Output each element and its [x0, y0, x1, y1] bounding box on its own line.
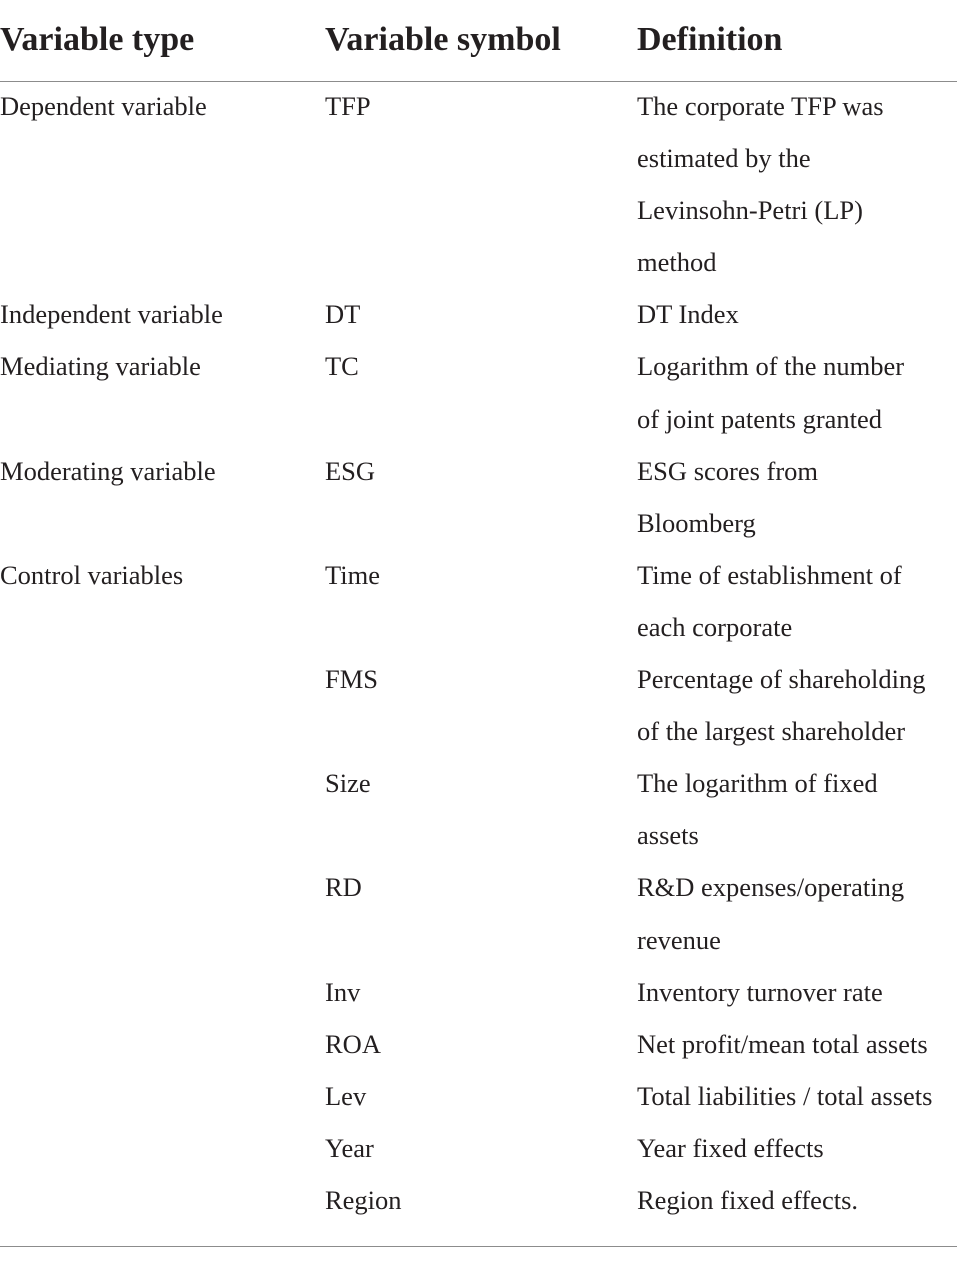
cell-definition — [637, 861, 957, 965]
cell-definition — [637, 653, 957, 757]
cell-variable-symbol: TC — [325, 351, 359, 382]
table-row — [0, 340, 957, 444]
cell-variable-type: Mediating variable — [0, 351, 201, 382]
definition-line: Levinsohn-Petri (LP) — [637, 195, 863, 226]
table-row — [0, 445, 957, 549]
header-definition: Definition — [637, 21, 783, 58]
cell-variable-type: Dependent variable — [0, 91, 207, 121]
definition-line: DT Index — [637, 299, 739, 330]
cell-definition — [637, 445, 957, 549]
definition-line: The corporate TFP was — [637, 91, 884, 121]
cell-definition — [637, 966, 957, 1018]
cell-definition — [637, 1018, 957, 1070]
cell-definition — [637, 340, 957, 444]
cell-definition — [637, 1174, 957, 1226]
definition-line: method — [637, 247, 717, 278]
definition-line: ESG scores from — [637, 455, 819, 486]
cell-variable-symbol: FMS — [325, 664, 379, 695]
cell-variable-type: Moderating variable — [0, 455, 216, 486]
definition-line: estimated by the — [637, 143, 811, 174]
definition-line: Logarithm of the number — [637, 351, 905, 382]
cell-definition — [637, 1070, 957, 1122]
table-body — [0, 80, 957, 1226]
cell-variable-symbol: Region — [325, 1184, 402, 1215]
cell-variable-symbol: DT — [325, 299, 361, 330]
cell-variable-type: Independent variable — [0, 299, 223, 330]
definition-line: Percentage of shareholding — [637, 664, 926, 695]
definition-line: revenue — [637, 924, 721, 955]
cell-definition — [637, 1122, 957, 1174]
cell-variable-symbol: Lev — [325, 1080, 367, 1111]
table-row — [0, 1018, 957, 1070]
bottom-rule — [0, 1246, 957, 1247]
definition-line: The logarithm of fixed — [637, 768, 878, 799]
cell-variable-symbol: Size — [325, 768, 371, 799]
header-variable-type: Variable type — [0, 21, 195, 58]
header-variable-symbol: Variable symbol — [325, 21, 561, 58]
definition-line: of the largest shareholder — [637, 716, 906, 747]
cell-variable-symbol: RD — [325, 872, 362, 903]
definition-line: Bloomberg — [637, 507, 756, 538]
definition-line: Time of establishment of — [637, 559, 902, 590]
table-row — [0, 80, 957, 288]
table-row — [0, 966, 957, 1018]
cell-variable-symbol: Time — [325, 559, 380, 590]
cell-definition — [637, 80, 957, 288]
table-row — [0, 1122, 957, 1174]
cell-definition — [637, 549, 957, 653]
definition-line: each corporate — [637, 611, 793, 642]
table-row — [0, 861, 957, 965]
cell-variable-symbol: TFP — [325, 91, 371, 121]
definition-line: R&D expenses/operating — [637, 872, 905, 903]
table-row — [0, 288, 957, 340]
cell-variable-symbol: ROA — [325, 1028, 381, 1059]
table-row — [0, 549, 957, 653]
definition-line: of joint patents granted — [637, 403, 883, 434]
cell-variable-symbol: ESG — [325, 455, 376, 486]
table-header-row — [0, 0, 957, 82]
definition-line: Region fixed effects. — [637, 1184, 859, 1215]
table-row — [0, 653, 957, 757]
cell-variable-type: Control variables — [0, 559, 184, 590]
table-row — [0, 757, 957, 861]
definition-line: Year fixed effects — [637, 1132, 824, 1163]
cell-definition — [637, 757, 957, 861]
definition-line: Inventory turnover rate — [637, 976, 883, 1007]
table-row — [0, 1174, 957, 1226]
cell-definition — [637, 288, 957, 340]
cell-variable-symbol: Year — [325, 1132, 374, 1163]
cell-variable-symbol: Inv — [325, 976, 361, 1007]
definition-line: Total liabilities / total assets — [637, 1080, 933, 1111]
table-row — [0, 1070, 957, 1122]
definition-line: assets — [637, 820, 699, 851]
definition-line: Net profit/mean total assets — [637, 1028, 928, 1059]
